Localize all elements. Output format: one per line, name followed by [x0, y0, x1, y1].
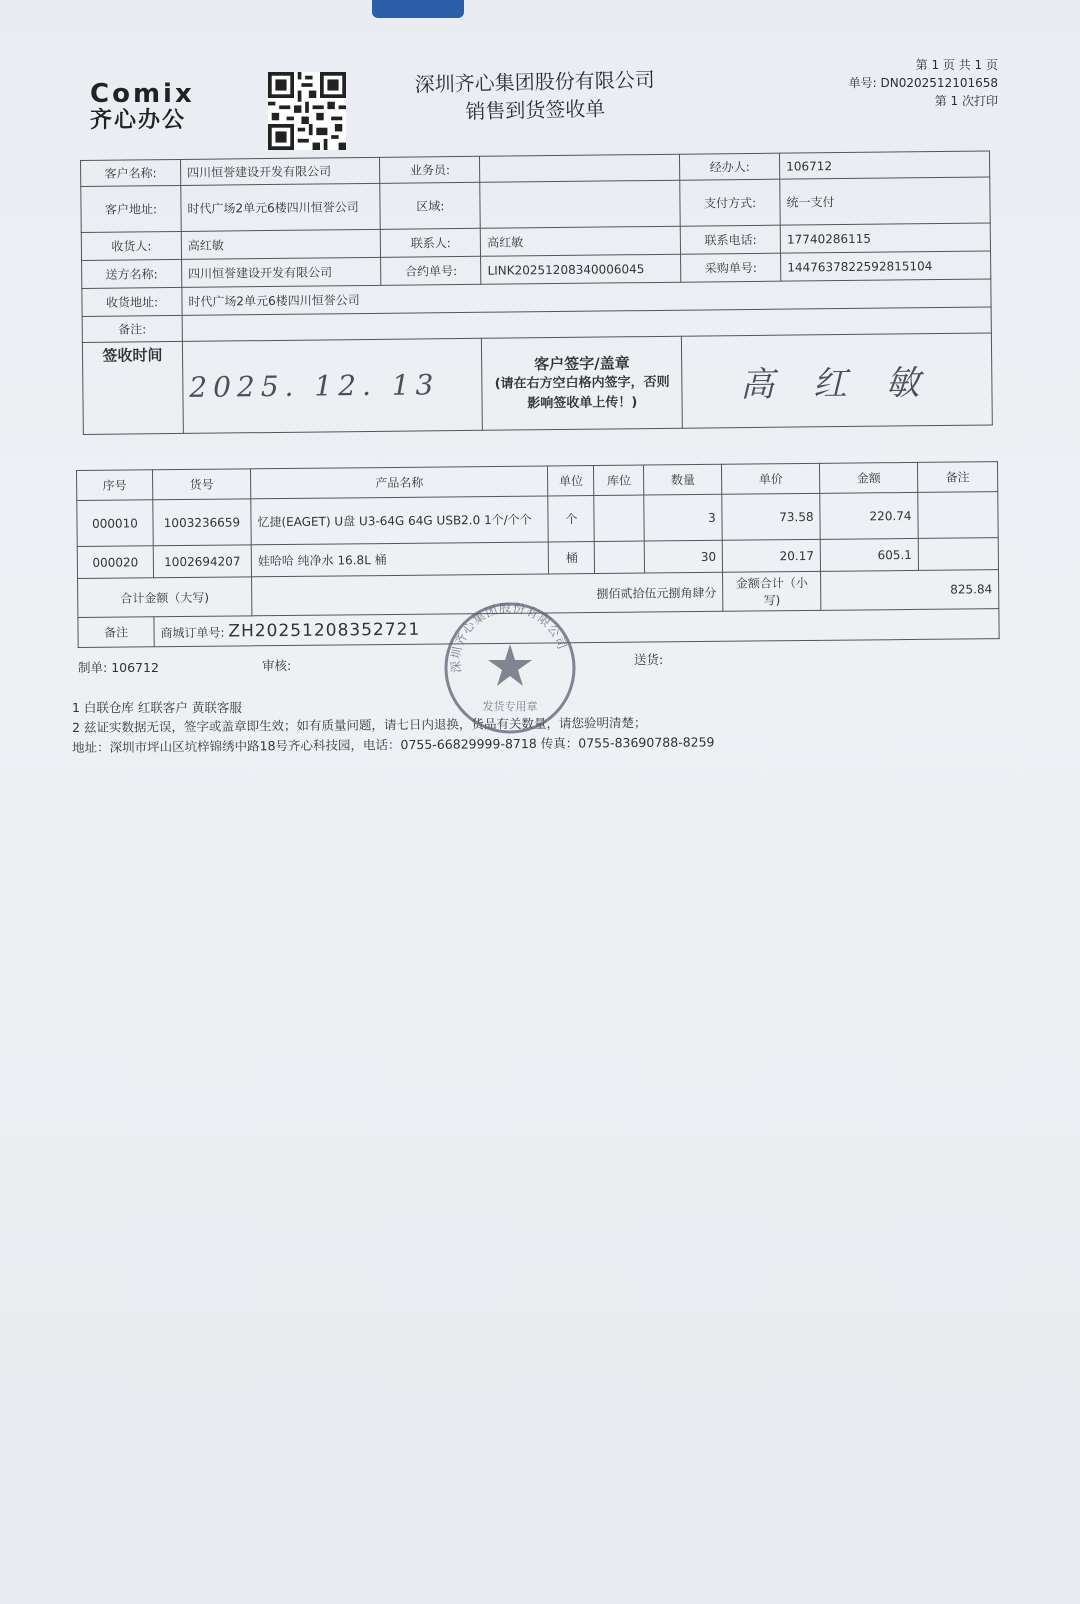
col-sku: 货号	[152, 469, 250, 500]
row-note	[918, 538, 998, 571]
customer-info-table	[80, 150, 993, 435]
col-quantity: 数量	[644, 464, 722, 495]
document-title	[394, 65, 675, 127]
maker-label: 制单:	[78, 660, 108, 675]
sign-time-label: 签收时间	[82, 341, 183, 434]
signature-handwritten: 高 红 敏	[739, 363, 935, 406]
remark-label: 备注:	[82, 315, 182, 342]
company-seal	[440, 598, 580, 738]
col-seq: 序号	[77, 470, 153, 501]
logo-english: Comix	[90, 79, 195, 109]
maker: 106712	[111, 660, 159, 675]
page-info: 第 1 页 共 1 页	[915, 58, 998, 72]
row-amount: 220.74	[820, 492, 918, 539]
signature-cell[interactable]	[682, 333, 993, 428]
logo-chinese: 齐心办公	[90, 108, 187, 133]
payment-label: 支付方式:	[680, 179, 780, 226]
review-label: 审核:	[262, 658, 292, 673]
customer-name: 四川恒誉建设开发有限公司	[180, 157, 380, 185]
items-remark-label: 备注	[78, 617, 154, 648]
contract-label: 合约单号:	[381, 256, 481, 285]
customer-name-label: 客户名称:	[81, 159, 181, 186]
delivery-address-label: 收货地址:	[82, 287, 182, 316]
sign-instructions	[482, 336, 683, 430]
row-quantity: 3	[644, 494, 722, 541]
ship-to: 四川恒誉建设开发有限公司	[181, 257, 381, 287]
phone-label: 联系电话:	[680, 225, 780, 254]
qr-code-icon	[268, 72, 346, 150]
phone: 17740286115	[780, 223, 990, 253]
sign-note: (请在右方空白格内签字，否则影响签收单上传！)	[494, 374, 670, 411]
row-sku: 1002694207	[153, 545, 251, 578]
sign-time-handwritten: 2025. 12. 13	[189, 368, 440, 404]
ship-to-label: 送方名称:	[82, 259, 182, 288]
purchase-number: 1447637822592815104	[781, 251, 991, 281]
col-unit-price: 单价	[722, 463, 820, 494]
handler-label: 经办人:	[680, 153, 780, 180]
row-location	[595, 541, 645, 573]
customer-address-label: 客户地址:	[81, 185, 181, 232]
delivery-address: 时代广场2单元6楼四川恒誉公司	[182, 279, 991, 315]
print-count: 第 1 次打印	[934, 94, 998, 108]
total-upper-label: 合计金额（大写)	[78, 577, 252, 618]
handler: 106712	[780, 151, 990, 179]
col-amount: 金额	[820, 462, 918, 493]
row-unit: 个	[548, 496, 594, 542]
mall-order-label: 商城订单号:	[160, 625, 225, 640]
total-lower: 825.84	[821, 570, 999, 611]
confirmation-note: 2 兹证实数据无误，签字或盖章即生效；如有质量问题，请七日内退换，货品有关数量，请您验明清楚；	[72, 714, 647, 735]
col-product-name: 产品名称	[250, 466, 548, 499]
row-seq: 000010	[77, 500, 153, 547]
row-note	[918, 492, 998, 539]
row-location	[594, 495, 644, 541]
sign-time-cell	[182, 338, 482, 433]
seal-subtext: 发货专用章	[482, 700, 538, 713]
row-product-name: 忆捷(EAGET) U盘 U3-64G 64G USB2.0 1个/个个	[251, 496, 549, 545]
region-label: 区域:	[380, 182, 480, 229]
row-product-name: 娃哈哈 纯净水 16.8L 桶	[251, 542, 549, 577]
col-location: 库位	[594, 465, 644, 495]
payment-method: 统一支付	[780, 177, 990, 225]
region	[480, 180, 680, 228]
doc-number-row	[849, 74, 998, 92]
row-sku: 1003236659	[153, 499, 251, 546]
contact-label: 联系人:	[381, 228, 481, 257]
contact: 高红敏	[481, 226, 681, 256]
total-upper: 捌佰贰拾伍元捌角肆分	[251, 572, 723, 616]
salesman	[480, 154, 680, 182]
document-meta	[849, 56, 998, 110]
contract-number: LINK20251208340006045	[481, 254, 681, 284]
doc-number: DN0202512101658	[880, 76, 998, 90]
row-amount: 605.1	[820, 538, 918, 571]
receiver-label: 收货人:	[81, 231, 181, 260]
customer-address: 时代广场2单元6楼四川恒誉公司	[181, 183, 381, 231]
col-unit: 单位	[548, 466, 594, 496]
purchase-label: 采购单号:	[681, 253, 781, 282]
deliver-label: 送货:	[634, 652, 664, 667]
row-unit-price: 73.58	[722, 493, 820, 540]
row-seq: 000020	[77, 546, 153, 579]
col-note: 备注	[917, 462, 997, 493]
total-lower-label: 金额合计（小写)	[723, 571, 821, 611]
sign-title: 客户签字/盖章	[534, 353, 630, 373]
company-address: 地址：深圳市坪山区坑梓锦绣中路18号齐心科技园，电话：0755-66829999-8718 传真：0755-83690788-8259	[72, 734, 715, 755]
seal-ring-text: 深圳齐心集团股份有限公司	[448, 600, 570, 674]
receiver: 高红敏	[181, 229, 381, 259]
row-unit-price: 20.17	[722, 539, 820, 572]
comix-logo	[90, 80, 195, 134]
mall-order-number: ZH20251208352721	[228, 619, 421, 642]
company-name: 深圳齐心集团股份有限公司	[414, 67, 655, 97]
row-unit: 桶	[549, 542, 595, 574]
doc-number-label: 单号:	[848, 76, 877, 90]
form-title: 销售到货签收单	[465, 96, 606, 124]
salesman-label: 业务员:	[380, 156, 480, 183]
row-quantity: 30	[645, 540, 723, 573]
copy-distribution: 1 白联仓库 红联客户 黄联客服	[72, 700, 242, 715]
maker-field	[78, 658, 159, 676]
